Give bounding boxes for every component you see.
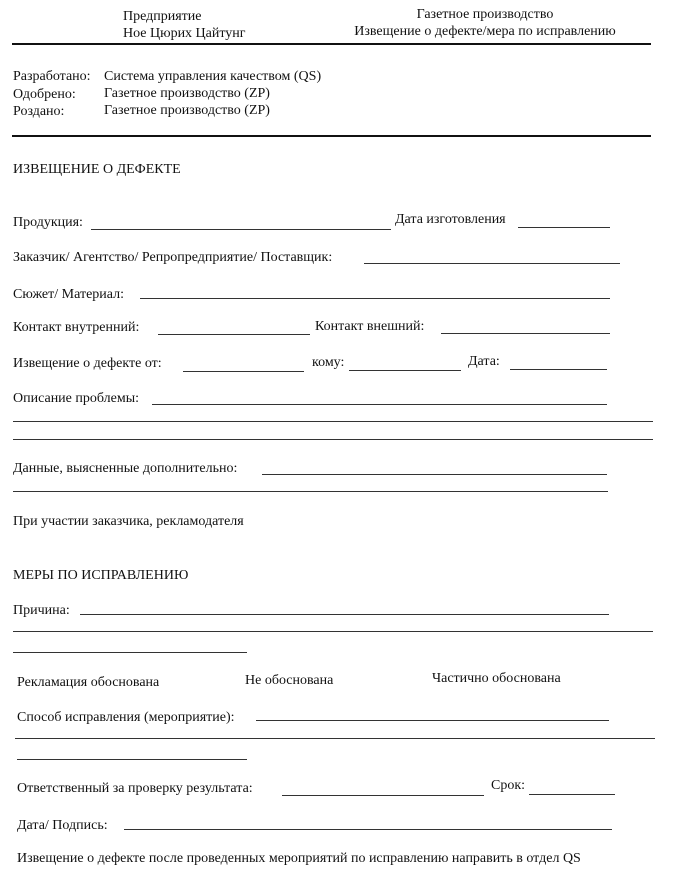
issued-label: Роздано: — [13, 104, 65, 119]
cause-field-line-2[interactable] — [13, 631, 653, 632]
subject-label: Сюжет/ Материал: — [13, 287, 124, 302]
meta-rule — [12, 135, 651, 137]
not-justified-option[interactable]: Не обоснована — [245, 673, 334, 688]
method-label: Способ исправления (мероприятие): — [17, 710, 235, 725]
responsible-label: Ответственный за проверку результата: — [17, 781, 253, 796]
footer-note: Извещение о дефекте после проведенных мероприятий по исправлению направить в отдел QS — [17, 851, 581, 866]
defect-section-title: ИЗВЕЩЕНИЕ О ДЕФЕКТЕ — [13, 162, 181, 177]
date-field[interactable] — [510, 369, 607, 370]
external-contact-field[interactable] — [441, 333, 610, 334]
additional-field-line-2[interactable] — [13, 491, 608, 492]
to-label: кому: — [312, 355, 345, 370]
cause-field-line-3[interactable] — [13, 652, 247, 653]
header-rule — [12, 43, 651, 45]
external-contact-label: Контакт внешний: — [315, 319, 425, 334]
product-label: Продукция: — [13, 215, 83, 230]
manufacture-date-label: Дата изготовления — [395, 212, 506, 227]
enterprise-label: Предприятие — [123, 9, 202, 24]
enterprise-name: Ное Цюрих Цайтунг — [123, 26, 246, 41]
manufacture-date-field[interactable] — [518, 227, 610, 228]
notice-from-field[interactable] — [183, 371, 304, 372]
cause-label: Причина: — [13, 603, 70, 618]
developed-value: Система управления качеством (QS) — [104, 69, 322, 84]
problem-field[interactable] — [152, 404, 607, 405]
signature-field[interactable] — [124, 829, 612, 830]
justified-option[interactable]: Рекламация обоснована — [17, 675, 160, 690]
issued-value: Газетное производство (ZP) — [104, 103, 270, 118]
internal-contact-field[interactable] — [158, 334, 310, 335]
correction-section-title: МЕРЫ ПО ИСПРАВЛЕНИЮ — [13, 568, 189, 583]
responsible-field[interactable] — [282, 795, 484, 796]
notice-from-label: Извещение о дефекте от: — [13, 356, 162, 371]
participation-text: При участии заказчика, рекламодателя — [13, 514, 244, 529]
customer-field[interactable] — [364, 263, 620, 264]
department-name: Газетное производство — [416, 7, 554, 22]
document-title: Извещение о дефекте/мера по исправлению — [354, 24, 616, 39]
to-field[interactable] — [349, 370, 461, 371]
product-field[interactable] — [91, 229, 391, 230]
problem-field-line-2[interactable] — [13, 421, 653, 422]
method-field-line-3[interactable] — [17, 759, 247, 760]
cause-field[interactable] — [80, 614, 609, 615]
problem-label: Описание проблемы: — [13, 391, 140, 406]
date-label: Дата: — [468, 354, 500, 369]
developed-label: Разработано: — [13, 69, 91, 84]
internal-contact-label: Контакт внутренний: — [13, 320, 140, 335]
approved-value: Газетное производство (ZP) — [104, 86, 270, 101]
approved-label: Одобрено: — [13, 87, 76, 102]
signature-label: Дата/ Подпись: — [17, 818, 108, 833]
problem-field-line-3[interactable] — [13, 439, 653, 440]
deadline-field[interactable] — [529, 794, 615, 795]
method-field-line-2[interactable] — [15, 738, 655, 739]
customer-label: Заказчик/ Агентство/ Репропредприятие/ Поставщик: — [13, 250, 333, 265]
partially-justified-option[interactable]: Частично обоснована — [432, 671, 561, 686]
subject-field[interactable] — [140, 298, 610, 299]
additional-field[interactable] — [262, 474, 607, 475]
additional-label: Данные, выясненные дополнительно: — [13, 461, 238, 476]
deadline-label: Срок: — [491, 778, 526, 793]
method-field[interactable] — [256, 720, 609, 721]
